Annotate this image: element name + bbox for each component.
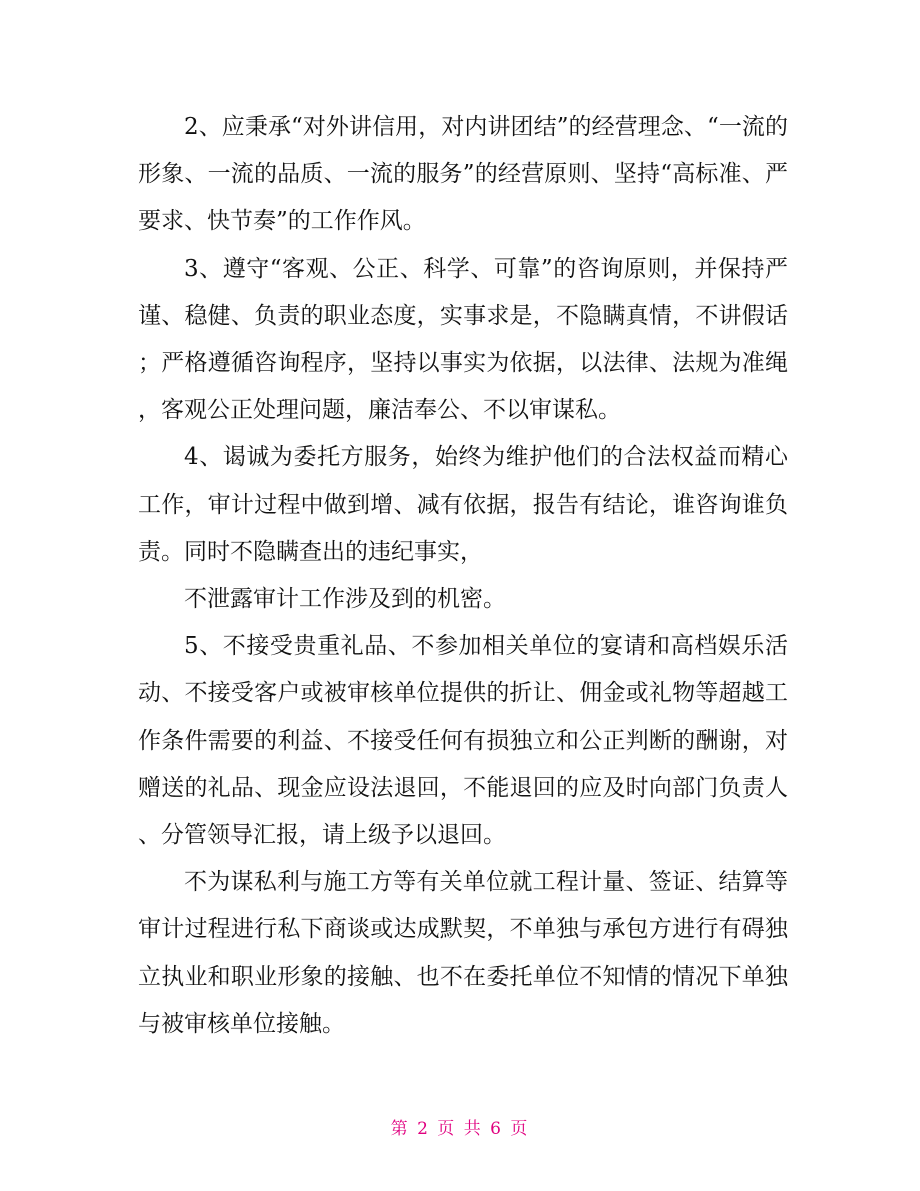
paragraph-3: 3、遵守“客观、公正、科学、可靠”的咨询原则，并保持严谨、稳健、负责的职业态度，实事求是，不隐瞒真情，不讲假话；严格遵循咨询程序，坚持以事实为依据，以法律、法规为准绳，客观公正处理问题，廉洁奉公、不以审谋私。 <box>138 255 788 424</box>
paragraph-2: 2、应秉承“对外讲信用，对内讲团结”的经营理念、“一流的形象、一流的品质、一流的服务”的经营原则、坚持“高标准、严要求、快节奏”的工作作风。 <box>138 114 788 235</box>
paragraph-4-continued: 不泄露审计工作涉及到的机密。 <box>184 586 506 613</box>
document-body <box>138 104 788 1048</box>
paragraph-6: 不为谋私利与施工方等有关单位就工程计量、签证、结算等审计过程进行私下商谈或达成默契，不单独与承包方进行有碍独立执业和职业形象的接触、也不在委托单位不知情的情况下单独与被审核单位接触。 <box>138 869 788 1037</box>
paragraph-5: 5、不接受贵重礼品、不参加相关单位的宴请和高档娱乐活动、不接受客户或被审核单位提供的折让、佣金或礼物等超越工作条件需要的利益、不接受任何有损独立和公正判断的酬谢，对赠送的礼品、现金应设法退回，不能退回的应及时向部门负责人、分管领导汇报，请上级予以退回。 <box>138 633 788 849</box>
paragraph-4: 4、谒诚为委托方服务，始终为维护他们的合法权益而精心工作，审计过程中做到增、减有依据，报告有结论，谁咨询谁负责。同时不隐瞒查出的违纪事实， <box>138 444 788 565</box>
page-number-footer: 第 2 页 共 6 页 <box>390 1119 530 1139</box>
